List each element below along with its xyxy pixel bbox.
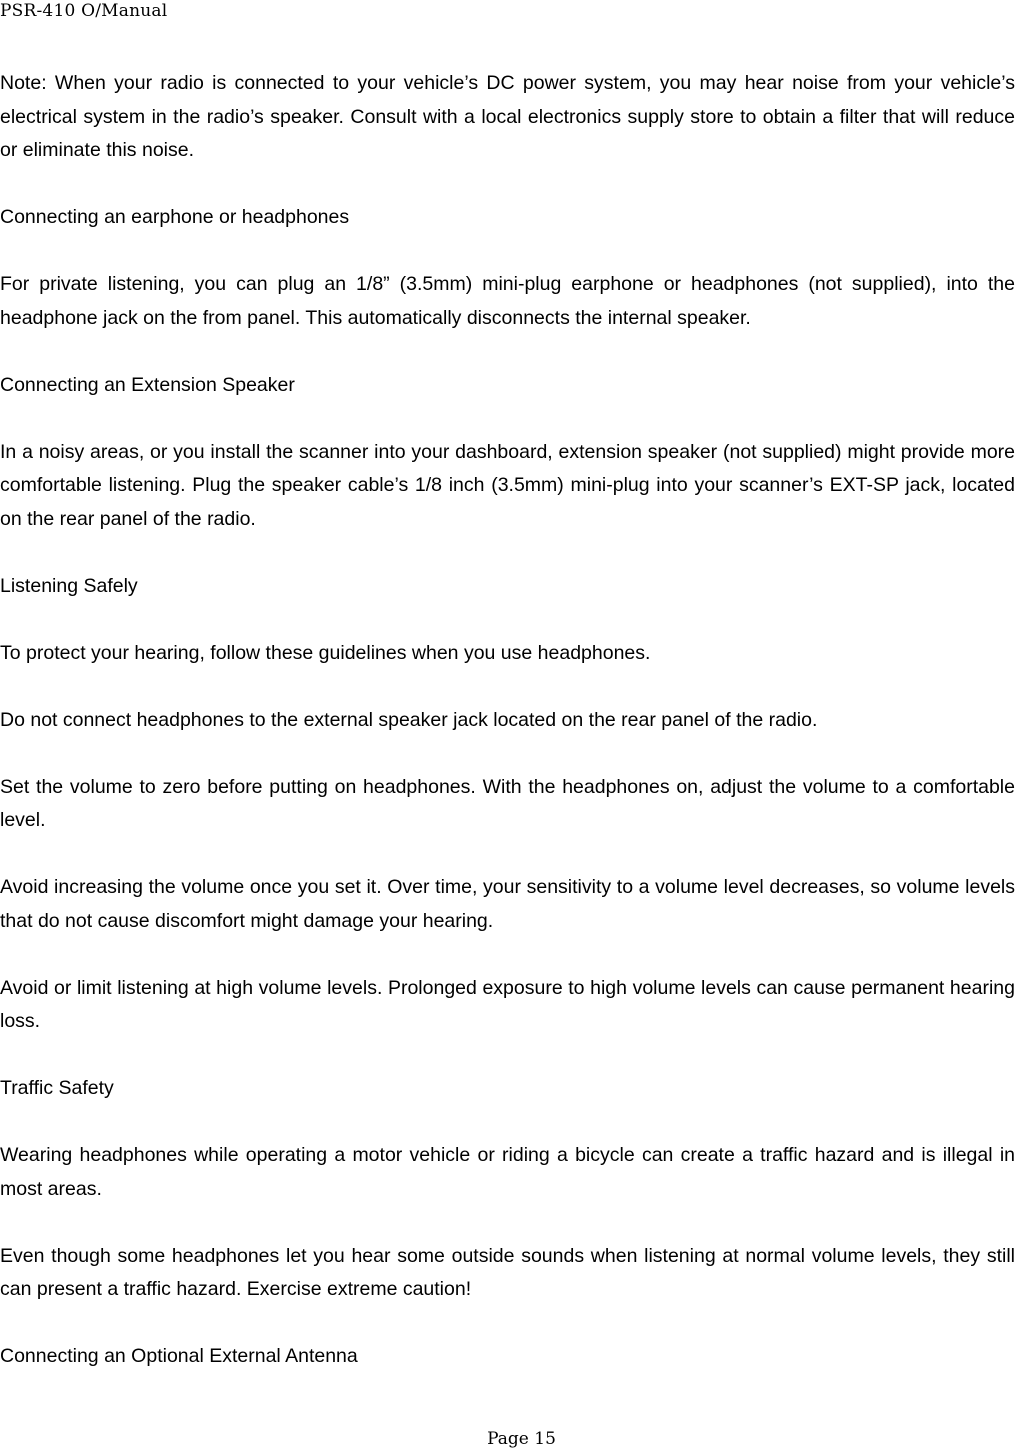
headphones-paragraph: For private listening, you can plug an 1/8” (3.5mm) mini-plug earphone or headphones (not supplied), into the headphone jack on the from panel. This automatically disconnects the internal speaker. — [0, 273, 1015, 329]
section-heading-external-antenna: Connecting an Optional External Antenna — [0, 1345, 358, 1367]
page-number: Page 15 — [487, 1429, 556, 1449]
document-header: PSR-410 O/Manual — [0, 1, 168, 21]
section-heading-listening-safely: Listening Safely — [0, 574, 138, 597]
section-heading-headphones: Connecting an earphone or headphones — [0, 206, 350, 228]
traffic-safety-paragraph: Even though some headphones let you hear some outside sounds when listening at normal volume levels, they still can present a traffic hazard. Exercise extreme caution! — [0, 1244, 1015, 1300]
extension-speaker-paragraph: In a noisy areas, or you install the scanner into your dashboard, extension speaker (not supplied) might provide more comfortable listening. Plug the speaker cable’s 1/8 inch (3.5mm) mini-plug into your scanner’s EXT-SP jack, located on the rear panel of the radio. — [0, 440, 1015, 530]
section-heading-extension-speaker: Connecting an Extension Speaker — [0, 373, 295, 396]
listening-safely-intro-paragraph: To protect your hearing, follow these guidelines when you use headphones. — [0, 641, 651, 664]
section-heading-traffic-safety: Traffic Safety — [0, 1077, 114, 1099]
guideline-paragraph: Avoid increasing the volume once you set it. Over time, your sensitivity to a volume level decreases, so volume levels that do not cause discomfort might damage your hearing. — [0, 876, 1015, 932]
traffic-safety-paragraph: Wearing headphones while operating a motor vehicle or riding a bicycle can create a traffic hazard and is illegal in most areas. — [0, 1144, 1015, 1200]
noise-note-paragraph: Note: When your radio is connected to your vehicle’s DC power system, you may hear noise from your vehicle’s electrical system in the radio’s speaker. Consult with a local electronics supply store to obtain a filter that will reduce or eliminate this noise. — [0, 72, 1015, 161]
guideline-paragraph: Set the volume to zero before putting on headphones. With the headphones on, adjust the volume to a comfortable level. — [0, 775, 1015, 831]
guideline-paragraph: Do not connect headphones to the external speaker jack located on the rear panel of the radio. — [0, 708, 818, 731]
page-content — [0, 67, 1015, 1407]
guideline-paragraph: Avoid or limit listening at high volume levels. Prolonged exposure to high volume levels can cause permanent hearing loss. — [0, 976, 1015, 1032]
